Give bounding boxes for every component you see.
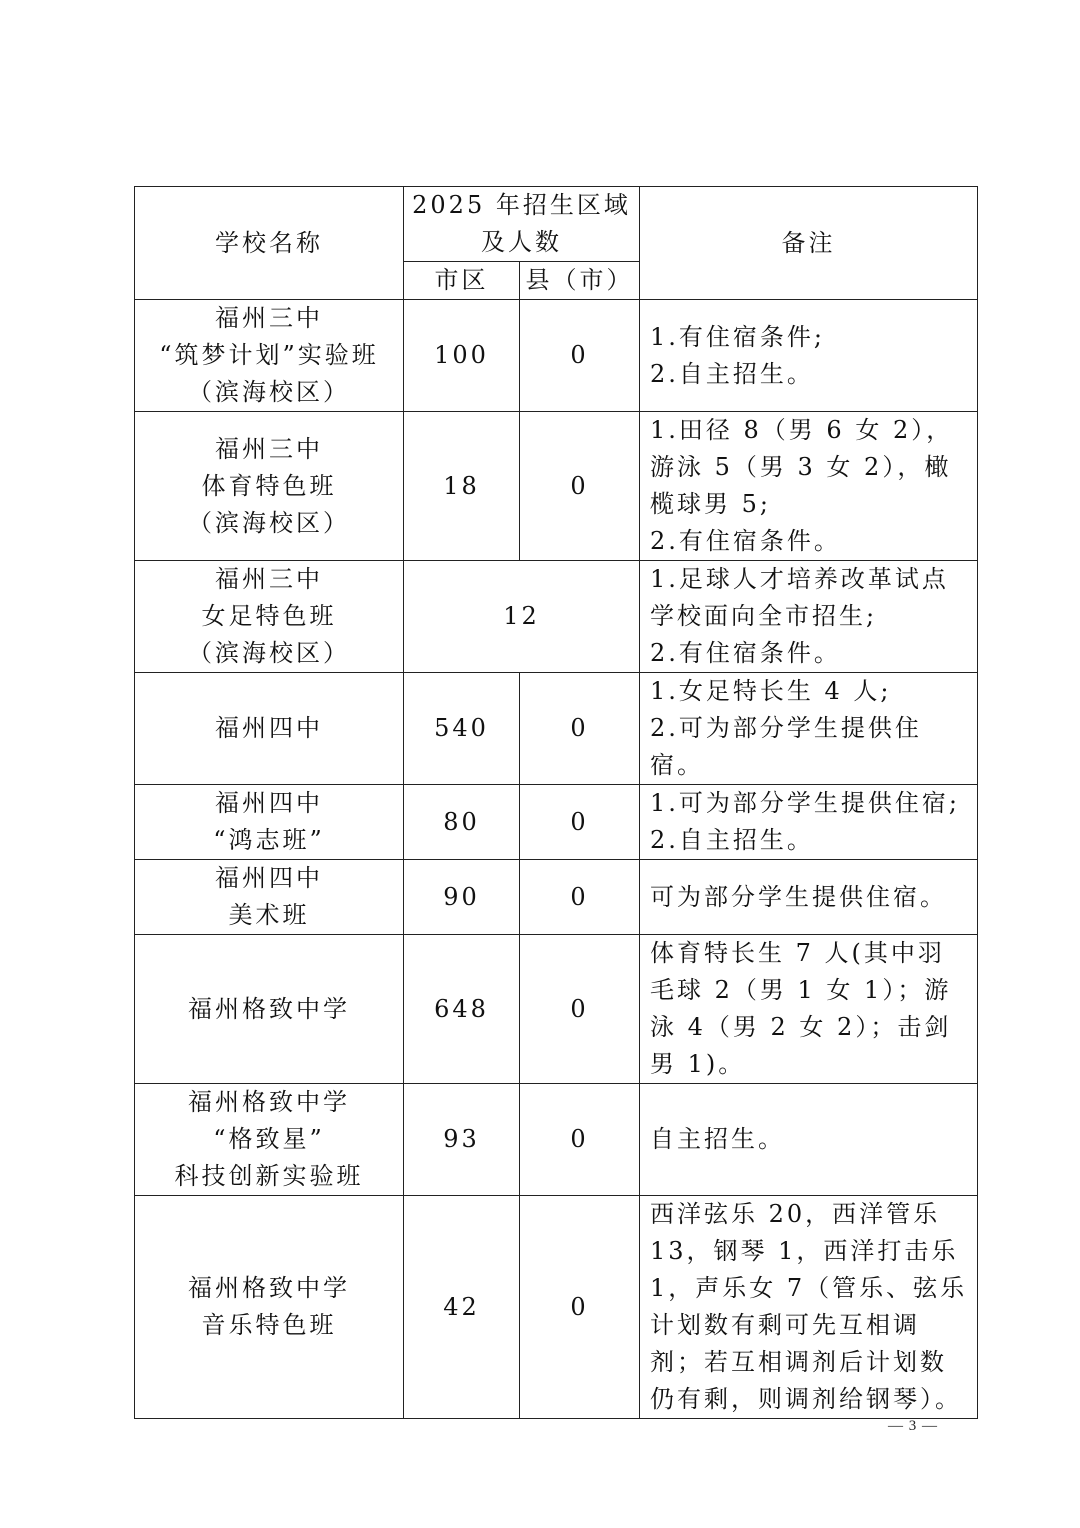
county-count-cell: 0 [520,300,640,412]
remarks-cell: 可为部分学生提供住宿。 [640,860,978,935]
county-count-cell: 0 [520,860,640,935]
county-count-cell: 0 [520,412,640,561]
city-count-cell: 100 [404,300,520,412]
school-name-cell: 福州三中 女足特色班 （滨海校区） [135,561,404,673]
table-row [135,412,978,561]
table-row [135,1084,978,1196]
enrollment-table [134,186,978,1419]
school-name-cell: 福州三中 “筑梦计划”实验班 （滨海校区） [135,300,404,412]
county-count-cell: 0 [520,935,640,1084]
remarks-cell: 1.足球人才培养改革试点学校面向全市招生; 2.有住宿条件。 [640,561,978,673]
header-region-group: 2025 年招生区域 及人数 [404,187,640,262]
remarks-cell: 1.田径 8（男 6 女 2），游泳 5（男 3 女 2），橄榄球男 5; 2.有住宿条件。 [640,412,978,561]
city-count-cell: 80 [404,785,520,860]
city-count-cell: 18 [404,412,520,561]
city-count-cell: 648 [404,935,520,1084]
page-number: — 3 — [888,1418,938,1434]
city-count-cell: 93 [404,1084,520,1196]
county-count-cell: 0 [520,785,640,860]
table-row [135,785,978,860]
city-count-cell: 42 [404,1196,520,1419]
header-school-name: 学校名称 [135,187,404,300]
total-count-cell: 12 [404,561,640,673]
header-remarks: 备注 [640,187,978,300]
county-count-cell: 0 [520,1084,640,1196]
table-row [135,935,978,1084]
school-name-cell: 福州格致中学 音乐特色班 [135,1196,404,1419]
school-name-cell: 福州三中 体育特色班 （滨海校区） [135,412,404,561]
remarks-cell: 1.女足特长生 4 人; 2.可为部分学生提供住宿。 [640,673,978,785]
city-count-cell: 90 [404,860,520,935]
table-row [135,300,978,412]
school-name-cell: 福州四中 “鸿志班” [135,785,404,860]
header-city: 市区 [404,262,520,300]
city-count-cell: 540 [404,673,520,785]
table-row [135,673,978,785]
table-row [135,561,978,673]
table-row [135,860,978,935]
remarks-cell: 体育特长生 7 人(其中羽毛球 2（男 1 女 1）；游泳 4（男 2 女 2）；击剑男 1)。 [640,935,978,1084]
school-name-cell: 福州格致中学 “格致星” 科技创新实验班 [135,1084,404,1196]
school-name-cell: 福州四中 [135,673,404,785]
header-county: 县（市） [520,262,640,300]
school-name-cell: 福州格致中学 [135,935,404,1084]
remarks-cell: 1.可为部分学生提供住宿; 2.自主招生。 [640,785,978,860]
remarks-cell: 西洋弦乐 20，西洋管乐 13，钢琴 1，西洋打击乐 1，声乐女 7（管乐、弦乐计划数有剩可先互相调剂；若互相调剂后计划数仍有剩，则调剂给钢琴）。 [640,1196,978,1419]
school-name-cell: 福州四中 美术班 [135,860,404,935]
remarks-cell: 1.有住宿条件; 2.自主招生。 [640,300,978,412]
county-count-cell: 0 [520,673,640,785]
remarks-cell: 自主招生。 [640,1084,978,1196]
table-row [135,1196,978,1419]
county-count-cell: 0 [520,1196,640,1419]
